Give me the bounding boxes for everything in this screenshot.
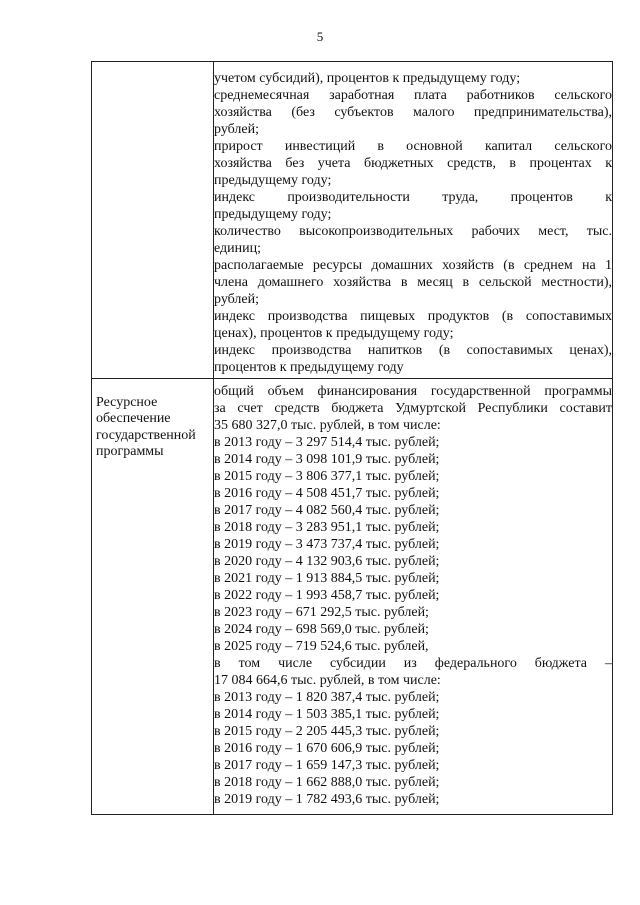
text-line: индекс производительности труда, процентов к	[214, 190, 612, 205]
funding-line: в 2017 году – 4 082 560,4 тыс. рублей;	[214, 503, 440, 518]
funding-line: в 2020 году – 4 132 903,6 тыс. рублей;	[214, 554, 440, 569]
table-row-targets	[92, 62, 613, 379]
funding-line: в 2016 году – 1 670 606,9 тыс. рублей;	[214, 741, 440, 756]
text-line: предыдущему году;	[214, 173, 332, 188]
text-line: прирост инвестиций в основной капитал сельского	[214, 139, 612, 154]
funding-line: в 2022 году – 1 993 458,7 тыс. рублей;	[214, 588, 440, 603]
funding-line: в 2017 году – 1 659 147,3 тыс. рублей;	[214, 758, 440, 773]
text-line: рублей;	[214, 292, 259, 307]
row-label-cell	[92, 379, 214, 815]
funding-line: в 2013 году – 3 297 514,4 тыс. рублей;	[214, 435, 440, 450]
funding-line: в 2021 году – 1 913 884,5 тыс. рублей;	[214, 571, 440, 586]
funding-line: в 2019 году – 1 782 493,6 тыс. рублей;	[214, 792, 440, 807]
row-label-cell	[92, 62, 214, 379]
text-line: учетом субсидий), процентов к предыдущему году;	[214, 71, 521, 86]
funding-line: в том числе субсидии из федерального бюджета –	[214, 656, 612, 671]
text-line: хозяйства (без субъектов малого предпринимательства),	[214, 105, 612, 120]
text-line: хозяйства без учета бюджетных средств, в процентах к	[214, 156, 612, 171]
text-line: индекс производства пищевых продуктов (в сопоставимых	[214, 309, 612, 324]
funding-line: общий объем финансирования государственной программы	[214, 384, 612, 399]
table-row-resources	[92, 379, 613, 815]
funding-line: в 2016 году – 4 508 451,7 тыс. рублей;	[214, 486, 440, 501]
text-line: индекс производства напитков (в сопоставимых ценах),	[214, 343, 612, 358]
funding-line: в 2014 году – 3 098 101,9 тыс. рублей;	[214, 452, 440, 467]
row-label	[92, 62, 213, 78]
text-line: располагаемые ресурсы домашних хозяйств (в среднем на 1	[214, 258, 612, 273]
text-line: единиц;	[214, 241, 262, 256]
resources-content-cell	[214, 379, 613, 815]
targets-content-cell	[214, 62, 613, 379]
text-line: рублей;	[214, 122, 259, 137]
funding-line: в 2018 году – 1 662 888,0 тыс. рублей;	[214, 775, 440, 790]
funding-line: 35 680 327,0 тыс. рублей, в том числе:	[214, 418, 441, 433]
text-line: предыдущему году;	[214, 207, 332, 222]
resources-label: Ресурсное обеспечение государственной программы	[96, 395, 196, 460]
page-number: 5	[316, 29, 324, 44]
text-line: члена домашнего хозяйства в месяц в сельской местности),	[214, 275, 612, 290]
text-line: ценах), процентов к предыдущему году;	[214, 326, 454, 341]
funding-line: в 2023 году – 671 292,5 тыс. рублей;	[214, 605, 429, 620]
text-line: процентов к предыдущему году	[214, 360, 404, 375]
funding-line: в 2025 году – 719 524,6 тыс. рублей,	[214, 639, 429, 654]
text-line: среднемесячная заработная плата работников сельского	[214, 88, 612, 103]
funding-line: в 2013 году – 1 820 387,4 тыс. рублей;	[214, 690, 440, 705]
funding-line: 17 084 664,6 тыс. рублей, в том числе:	[214, 673, 441, 688]
program-passport-table	[91, 61, 613, 815]
funding-line: в 2015 году – 3 806 377,1 тыс. рублей;	[214, 469, 440, 484]
funding-line: в 2015 году – 2 205 445,3 тыс. рублей;	[214, 724, 440, 739]
funding-line: в 2014 году – 1 503 385,1 тыс. рублей;	[214, 707, 440, 722]
text-line: количество высокопроизводительных рабочих мест, тыс.	[214, 224, 612, 239]
funding-line: в 2019 году – 3 473 737,4 тыс. рублей;	[214, 537, 440, 552]
funding-line: за счет средств бюджета Удмуртской Республики составит	[214, 401, 612, 416]
funding-line: в 2018 году – 3 283 951,1 тыс. рублей;	[214, 520, 440, 535]
funding-line: в 2024 году – 698 569,0 тыс. рублей;	[214, 622, 429, 637]
